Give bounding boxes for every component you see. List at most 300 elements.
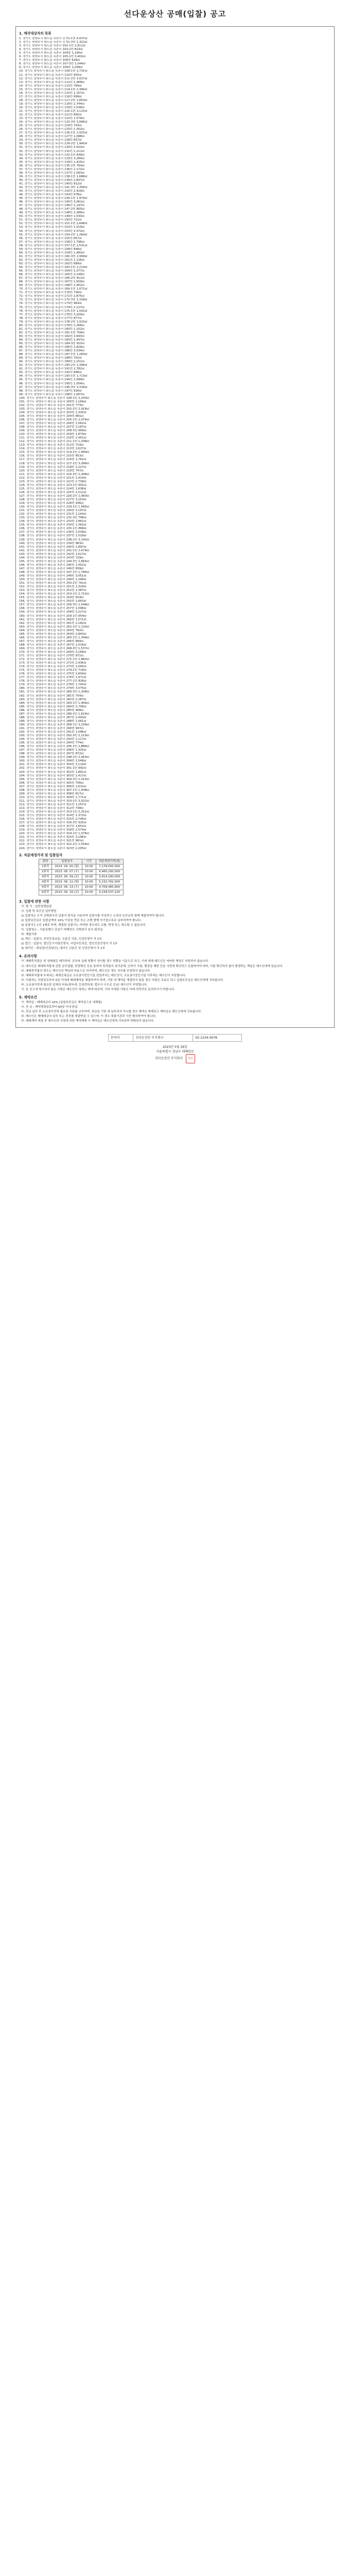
list-item: 24. 경기도 남양주시 화도읍 녹촌리 123-3번 2,066㎡ (19, 121, 88, 124)
list-item: 189. 경기도 남양주시 화도읍 녹촌리 288번 1,061㎡ (19, 719, 87, 723)
list-item: 177. 경기도 남양주시 화도읍 녹촌리 276번 1,471㎡ (19, 676, 87, 680)
list-item: 178. 경기도 남양주시 화도읍 녹촌리 277-1번 826㎡ (19, 680, 87, 683)
list-item: 162. 경기도 남양주시 화도읍 녹촌리 261번 2,182㎡ (19, 621, 87, 625)
list-item: 167. 경기도 남양주시 화도읍 녹촌리 266번 894㎡ (19, 639, 84, 643)
paragraph: 1) 입찰자는 우리 신탁회사의 입찰서 양식을 사용하여 입찰서를 작성하고 소정의 보증금과 함께 제출하여야 합니다. (21, 914, 165, 918)
list-item: 101. 경기도 남양주시 화도읍 녹촌리 200번 1,169㎡ (19, 400, 87, 403)
list-item: 184. 경기도 남양주시 화도읍 녹촌리 283-1번 1,406㎡ (19, 701, 90, 705)
list-item: 137. 경기도 남양주시 화도읍 녹촌리 236번 2,039㎡ (19, 531, 87, 534)
list-item: 17. 경기도 남양주시 화도읍 녹촌리 116번 699㎡ (19, 95, 82, 98)
section-3-heading: 3. 입찰에 관한 사항 (19, 899, 49, 904)
notice-body (15, 26, 335, 1028)
table-row (39, 869, 124, 874)
list-item: 154. 경기도 남양주시 화도읍 녹촌리 253-1번 2,715㎡ (19, 592, 90, 596)
paragraph: 다. 잔금 납부 후 소유권이전에 필요한 서류를 교부하며, 잔금을 기한 내 납부하지 아니할 경우 계약은 해제되고 계약금은 매도인에게 귀속됩니다. (21, 1010, 202, 1013)
table-cell: 2023. 06. 16.(금) (52, 890, 82, 895)
list-item: 116. 경기도 남양주시 화도읍 녹촌리 215번 853㎡ (19, 454, 84, 458)
table-cell: 2023. 06. 09.(금) (52, 874, 82, 879)
list-item: 139. 경기도 남양주시 화도읍 녹촌리 238-2번 3,142㎡ (19, 538, 90, 541)
list-item: 164. 경기도 남양주시 화도읍 녹촌리 263번 782㎡ (19, 629, 84, 632)
list-item: 27. 경기도 남양주시 화도읍 녹촌리 126-1번 2,915㎡ (19, 131, 88, 135)
table-cell: 2023. 06. 12.(월) (52, 879, 82, 885)
list-item: 133. 경기도 남양주시 화도읍 녹촌리 232-3번 796㎡ (19, 516, 87, 520)
list-item: 156. 경기도 남양주시 화도읍 녹촌리 255번 1,663㎡ (19, 600, 87, 603)
list-item: 224. 경기도 남양주시 화도읍 녹촌리 323번 2,205㎡ (19, 846, 87, 850)
list-item: 57. 경기도 남양주시 화도읍 녹촌리 156번 1,796㎡ (19, 240, 85, 244)
list-item: 144. 경기도 남양주시 화도읍 녹촌리 243번 729㎡ (19, 556, 84, 560)
list-item: 208. 경기도 남양주시 화도읍 녹촌리 307-1번 1,438㎡ (19, 788, 90, 792)
table-cell: 6회차 (39, 890, 52, 895)
list-item: 135. 경기도 남양주시 화도읍 녹촌리 234번 1,362㎡ (19, 523, 87, 527)
contact-name: 선다운상산 주식회사 (133, 1035, 193, 1042)
list-item: 48. 경기도 남양주시 화도읍 녹촌리 147-2번 805㎡ (19, 208, 85, 211)
paragraph: 1) 개인 : 입찰서, 주민등록초본, 신분증 사본, 인감증명서 각 1부 (21, 938, 102, 941)
list-item: 56. 경기도 남양주시 화도읍 녹촌리 155번 857㎡ (19, 236, 82, 240)
list-item: 115. 경기도 남양주시 화도읍 녹촌리 214-2번 1,489㎡ (19, 451, 90, 454)
list-item: 196. 경기도 남양주시 화도읍 녹촌리 295-1번 2,886㎡ (19, 745, 90, 749)
list-item: 62. 경기도 남양주시 화도읍 녹촌리 161번 1,126㎡ (19, 258, 85, 262)
list-item: 202. 경기도 남양주시 화도읍 녹촌리 301-1번 992㎡ (19, 767, 87, 770)
list-item: 19. 경기도 남양주시 화도읍 녹촌리 118번 2,744㎡ (19, 102, 85, 106)
notice-page (15, 0, 335, 1063)
list-item: 130. 경기도 남양주시 화도읍 녹촌리 229-1번 1,585㎡ (19, 505, 90, 509)
list-item: 105. 경기도 남양주시 화도읍 녹촌리 204번 881㎡ (19, 414, 84, 418)
paragraph: 나. 매수인은 매매목적물에 관한 공부열람, 현장확인 등을 통하여 목적물의 권리관계, 인허가 사항, 행정상 제한 등을 사전에 확인하고 응찰하여야 하며, 이를 확인하지 않아 발생하는 책임은 매수인에게 있습니다. (21, 964, 284, 968)
company-seal-icon: 직인 (186, 1054, 195, 1063)
list-item: 111. 경기도 남양주시 화도읍 녹촌리 210번 2,451㎡ (19, 436, 87, 440)
table-cell: 10:00 (82, 869, 96, 874)
list-item: 203. 경기도 남양주시 화도읍 녹촌리 302번 1,861㎡ (19, 770, 87, 774)
list-item: 13. 경기도 남양주시 화도읍 녹촌리 112번 1,468㎡ (19, 80, 85, 84)
paragraph: 라. 제출서류 (21, 933, 37, 937)
list-item: 3. 경기도 남양주시 화도읍 녹촌리 102-1번 2,611㎡ (19, 44, 86, 48)
list-item: 153. 경기도 남양주시 화도읍 녹촌리 252번 1,387㎡ (19, 589, 87, 592)
list-item: 83. 경기도 남양주시 화도읍 녹촌리 182번 2,693㎡ (19, 334, 85, 338)
list-item: 120. 경기도 남양주시 화도읍 녹촌리 219번 747㎡ (19, 469, 84, 472)
list-item: 22. 경기도 남양주시 화도읍 녹촌리 121번 892㎡ (19, 113, 82, 117)
list-item: 86. 경기도 남양주시 화도읍 녹촌리 185번 1,826㎡ (19, 346, 85, 349)
list-item: 217. 경기도 남양주시 화도읍 녹촌리 316-3번 925㎡ (19, 821, 87, 825)
table-cell: 1회차 (39, 864, 52, 869)
list-item: 44. 경기도 남양주시 화도읍 녹촌리 143번 678㎡ (19, 193, 82, 197)
list-item: 185. 경기도 남양주시 화도읍 녹촌리 284번 2,758㎡ (19, 705, 87, 708)
schedule-table (39, 859, 124, 895)
list-item: 113. 경기도 남양주시 화도읍 녹촌리 212번 714㎡ (19, 444, 84, 447)
column-header: 입찰일자 (52, 859, 82, 864)
list-item: 6. 경기도 남양주시 화도읍 녹촌리 105-1번 3,402㎡ (19, 55, 86, 59)
table-cell: 5,814,180,000 (96, 874, 123, 879)
list-item: 30. 경기도 남양주시 화도읍 녹촌리 129-2번 1,940㎡ (19, 142, 88, 146)
list-item: 142. 경기도 남양주시 화도읍 녹촌리 241-1번 2,474㎡ (19, 549, 90, 552)
list-item: 119. 경기도 남양주시 화도읍 녹촌리 218번 1,227㎡ (19, 465, 87, 469)
list-item: 77. 경기도 남양주시 화도읍 녹촌리 176번 3,209㎡ (19, 313, 85, 316)
notice-footer (15, 1034, 335, 1063)
list-item: 108. 경기도 남양주시 화도읍 녹촌리 207번 3,187㎡ (19, 426, 87, 429)
list-item: 195. 경기도 남양주시 화도읍 녹촌리 294번 774㎡ (19, 741, 84, 745)
list-item: 214. 경기도 남양주시 화도읍 녹촌리 313-1번 2,351㎡ (19, 810, 90, 814)
table-cell: 2회차 (39, 869, 52, 874)
table-cell: 3회차 (39, 874, 52, 879)
list-item: 58. 경기도 남양주시 화도읍 녹촌리 157-1번 2,531㎡ (19, 244, 88, 247)
list-item: 121. 경기도 남양주시 화도읍 녹촌리 220-3번 2,308㎡ (19, 472, 90, 476)
list-item: 82. 경기도 남양주시 화도읍 녹촌리 181-1번 758㎡ (19, 331, 85, 334)
list-item: 123. 경기도 남양주시 화도읍 녹촌리 222번 2,739㎡ (19, 480, 87, 483)
list-item: 52. 경기도 남양주시 화도읍 녹촌리 151-1번 2,648㎡ (19, 222, 88, 226)
list-item: 99. 경기도 남양주시 화도읍 녹촌리 198번 1,607㎡ (19, 393, 85, 396)
list-item: 220. 경기도 남양주시 화도읍 녹촌리 319-1번 1,076㎡ (19, 832, 90, 836)
list-item: 31. 경기도 남양주시 화도읍 녹촌리 130번 2,503㎡ (19, 146, 85, 149)
table-row (39, 885, 124, 890)
list-item: 2. 경기도 남양주시 화도읍 녹촌리 산 51-3번 1,322㎡ (19, 41, 88, 44)
paragraph: 라. 매수인은 매매대금의 일부 또는 전부를 대출받을 수 있으며, 이 경우 대출기관과 사전 협의하여야 합니다. (21, 1015, 156, 1018)
table-cell: 4회차 (39, 879, 52, 885)
table-cell: 7,178,000,000 (96, 864, 123, 869)
list-item: 124. 경기도 남양주시 화도읍 녹촌리 223-1번 902㎡ (19, 483, 87, 487)
list-item: 212. 경기도 남양주시 화도읍 녹촌리 311번 1,257㎡ (19, 803, 87, 806)
list-item: 25. 경기도 남양주시 화도읍 녹촌리 124번 743㎡ (19, 124, 82, 128)
list-item: 16. 경기도 남양주시 화도읍 녹촌리 115번 1,157㎡ (19, 91, 85, 95)
list-item: 98. 경기도 남양주시 화도읍 녹촌리 197번 926㎡ (19, 389, 82, 393)
list-item: 100. 경기도 남양주시 화도읍 녹촌리 199-1번 2,243㎡ (19, 396, 90, 400)
table-cell: 2023. 06. 05.(월) (52, 864, 82, 869)
column-header: 회차 (39, 859, 52, 864)
list-item: 51. 경기도 남양주시 화도읍 녹촌리 150번 721㎡ (19, 218, 82, 222)
list-item: 166. 경기도 남양주시 화도읍 녹촌리 265-1번 1,349㎡ (19, 636, 90, 639)
list-item: 223. 경기도 남양주시 화도읍 녹촌리 322-2번 1,554㎡ (19, 843, 90, 846)
list-item: 134. 경기도 남양주시 화도읍 녹촌리 233번 2,861㎡ (19, 520, 87, 523)
notice-date: 2023년 5월 26일 (163, 1045, 187, 1049)
list-item: 38. 경기도 남양주시 화도읍 녹촌리 137번 1,093㎡ (19, 171, 85, 175)
page-title: 선다운상산 공매(입찰) 공고 (124, 9, 226, 19)
paragraph: 가. 매매목적물은 현 상태대로 매각하며, 공부와 실제 현황이 상이할 경우 현황을 기준으로 하고, 이에 대해 매도인은 어떠한 책임도 부담하지 않습니다. (21, 960, 209, 963)
list-item: 174. 경기도 남양주시 화도읍 녹촌리 273번 1,045㎡ (19, 665, 87, 669)
list-item: 43. 경기도 남양주시 화도읍 녹촌리 142번 2,429㎡ (19, 190, 85, 193)
list-item: 118. 경기도 남양주시 화도읍 녹촌리 217-1번 3,096㎡ (19, 462, 90, 465)
list-item: 85. 경기도 남양주시 화도읍 녹촌리 184-3번 915㎡ (19, 342, 85, 345)
list-item: 68. 경기도 남양주시 화도읍 녹촌리 167번 1,659㎡ (19, 280, 85, 284)
list-item: 175. 경기도 남양주시 화도읍 녹촌리 274-2번 718㎡ (19, 669, 87, 672)
list-item: 61. 경기도 남양주시 화도읍 녹촌리 160-3번 2,958㎡ (19, 255, 88, 258)
bid-info-paragraphs (19, 905, 330, 951)
list-item: 70. 경기도 남양주시 화도읍 녹촌리 169-1번 1,071㎡ (19, 287, 88, 291)
list-item: 168. 경기도 남양주시 화도읍 녹촌리 267번 2,016㎡ (19, 643, 87, 647)
list-item: 47. 경기도 남양주시 화도읍 녹촌리 146번 1,147㎡ (19, 204, 85, 208)
list-item: 197. 경기도 남양주시 화도읍 녹촌리 296번 1,325㎡ (19, 749, 87, 752)
list-item: 18. 경기도 남양주시 화도읍 녹촌리 117-2번 1,853㎡ (19, 98, 88, 102)
list-item: 159. 경기도 남양주시 화도읍 녹촌리 258번 3,227㎡ (19, 611, 87, 614)
list-item: 199. 경기도 남양주시 화도읍 녹촌리 298-2번 2,063㎡ (19, 756, 90, 759)
table-cell: 2023. 06. 14.(수) (52, 885, 82, 890)
list-item: 36. 경기도 남양주시 화도읍 녹촌리 135-2번 764㎡ (19, 164, 85, 167)
list-item: 155. 경기도 남양주시 화도읍 녹촌리 254번 919㎡ (19, 596, 84, 600)
list-item: 209. 경기도 남양주시 화도읍 녹촌리 308번 817㎡ (19, 792, 84, 795)
list-item: 23. 경기도 남양주시 화도읍 녹촌리 122번 1,579㎡ (19, 117, 85, 121)
list-item: 165. 경기도 남양주시 화도읍 녹촌리 264번 2,843㎡ (19, 632, 87, 636)
list-item: 75. 경기도 남양주시 화도읍 녹촌리 174번 2,127㎡ (19, 306, 85, 309)
list-item: 46. 경기도 남양주시 화도읍 녹촌리 145번 3,061㎡ (19, 200, 85, 204)
contact-phone: 02-1234-5678 (193, 1035, 242, 1042)
list-item: 117. 경기도 남양주시 화도읍 녹촌리 216번 1,762㎡ (19, 458, 87, 462)
column-header: 시간 (82, 859, 96, 864)
list-item: 15. 경기도 남양주시 화도읍 녹촌리 114-1번 2,390㎡ (19, 88, 88, 91)
list-item: 9. 경기도 남양주시 화도읍 녹촌리 108번 2,208㎡ (19, 66, 83, 70)
paragraph: 2) 법인 : 입찰서, 법인등기사항증명서, 사업자등록증, 법인인감증명서 각 1부 (21, 942, 118, 946)
list-item: 193. 경기도 남양주시 화도읍 녹촌리 292-3번 2,219㎡ (19, 734, 90, 738)
list-item: 170. 경기도 남양주시 화도읍 녹촌리 269번 3,168㎡ (19, 650, 87, 654)
list-item: 169. 경기도 남양주시 화도읍 녹촌리 268-3번 1,537㎡ (19, 647, 90, 650)
table-row (39, 874, 124, 879)
list-item: 104. 경기도 남양주시 화도읍 녹촌리 203번 1,335㎡ (19, 411, 87, 414)
list-item: 87. 경기도 남양주시 화도읍 녹촌리 186번 3,034㎡ (19, 349, 85, 353)
list-item: 206. 경기도 남양주시 화도읍 녹촌리 305번 706㎡ (19, 781, 84, 785)
list-item: 20. 경기도 남양주시 화도읍 녹촌리 119번 1,036㎡ (19, 106, 85, 109)
list-item: 32. 경기도 남양주시 화도읍 녹촌리 131번 1,211㎡ (19, 149, 85, 153)
list-item: 145. 경기도 남양주시 화도읍 녹촌리 244-3번 2,665㎡ (19, 560, 90, 563)
list-item: 55. 경기도 남양주시 화도읍 녹촌리 154-2번 1,264㎡ (19, 233, 88, 236)
list-item: 200. 경기도 남양주시 화도읍 녹촌리 299번 1,548㎡ (19, 759, 87, 763)
section-5-heading: 5. 계약조건 (19, 995, 37, 999)
list-item: 94. 경기도 남양주시 화도읍 녹촌리 193-1번 1,713㎡ (19, 375, 88, 378)
list-item: 161. 경기도 남양주시 화도읍 녹촌리 260번 1,571㎡ (19, 618, 87, 621)
list-item: 219. 경기도 남양주시 화도읍 녹촌리 318번 2,574㎡ (19, 828, 87, 832)
table-cell: 4,238,537,220 (96, 890, 123, 895)
list-item: 34. 경기도 남양주시 화도읍 녹촌리 133번 3,284㎡ (19, 157, 85, 160)
section-1-heading: 1. 매각대상자의 목록 (19, 31, 51, 36)
list-item: 173. 경기도 남양주시 화도읍 녹촌리 272번 2,436㎡ (19, 662, 87, 665)
list-item: 152. 경기도 남양주시 화도읍 녹촌리 251번 2,329㎡ (19, 585, 87, 589)
list-item: 103. 경기도 남양주시 화도읍 녹촌리 202-2번 2,916㎡ (19, 407, 90, 411)
table-cell: 2023. 06. 07.(수) (52, 869, 82, 874)
list-item: 140. 경기도 남양주시 화도읍 녹촌리 239번 983㎡ (19, 541, 84, 545)
list-item: 128. 경기도 남양주시 화도읍 녹촌리 227번 3,253㎡ (19, 498, 87, 501)
list-item: 198. 경기도 남양주시 화도읍 녹촌리 297번 872㎡ (19, 752, 84, 756)
list-item: 21. 경기도 남양주시 화도읍 녹촌리 120-1번 3,115㎡ (19, 109, 88, 113)
list-item: 71. 경기도 남양주시 화도읍 녹촌리 170번 736㎡ (19, 291, 82, 295)
list-item: 37. 경기도 남양주시 화도읍 녹촌리 136번 2,172㎡ (19, 167, 85, 171)
list-item: 151. 경기도 남양주시 화도읍 녹촌리 250-2번 761㎡ (19, 582, 87, 585)
list-item: 179. 경기도 남양주시 화도읍 녹촌리 278번 1,743㎡ (19, 683, 87, 687)
list-item: 136. 경기도 남양주시 화도읍 녹촌리 235-1번 868㎡ (19, 527, 87, 531)
list-item: 49. 경기도 남양주시 화도읍 녹촌리 148번 2,286㎡ (19, 211, 85, 215)
list-item: 72. 경기도 남양주시 화도읍 녹촌리 171번 2,875㎡ (19, 295, 85, 298)
list-item: 102. 경기도 남양주시 화도읍 녹촌리 201번 773㎡ (19, 403, 84, 407)
paragraph: 바. 소유권이전에 필요한 일체의 비용(취득세, 등록면허세, 법무사 수수료 등)은 매수인이 부담합니다. (21, 983, 148, 987)
list-item: 90. 경기도 남양주시 화도읍 녹촌리 189번 2,151㎡ (19, 360, 85, 364)
list-item: 28. 경기도 남양주시 화도읍 녹촌리 127번 1,088㎡ (19, 135, 85, 139)
paragraph: 사. 본 공고에 명시되지 않은 사항은 매도인이 정하는 바에 따르며, 기타 자세한 사항은 아래 연락처로 문의하시기 바랍니다. (21, 988, 175, 991)
list-item: 97. 경기도 남양주시 화도읍 녹촌리 196-3번 3,318㎡ (19, 385, 88, 389)
list-item: 109. 경기도 남양주시 화도읍 녹촌리 208-3번 969㎡ (19, 429, 87, 433)
list-item: 216. 경기도 남양주시 화도읍 녹촌리 315번 2,706㎡ (19, 818, 87, 821)
list-item: 41. 경기도 남양주시 화도읍 녹촌리 140번 912㎡ (19, 182, 82, 185)
paragraph: 다. 입찰장소 : 서울특별시 강남구 테헤란로 신탁회사 본사 회의실 (21, 928, 103, 932)
list-item: 59. 경기도 남양주시 화도읍 녹촌리 158번 948㎡ (19, 247, 82, 251)
list-item: 138. 경기도 남양주시 화도읍 녹촌리 237번 1,519㎡ (19, 534, 87, 538)
list-item: 183. 경기도 남양주시 화도읍 녹촌리 282번 2,287㎡ (19, 698, 87, 701)
list-item: 150. 경기도 남양주시 화도읍 녹촌리 249번 1,246㎡ (19, 578, 87, 582)
list-item: 129. 경기도 남양주시 화도읍 녹촌리 228번 936㎡ (19, 502, 84, 505)
list-item: 163. 경기도 남양주시 화도읍 녹촌리 262-2번 1,133㎡ (19, 625, 90, 629)
list-item: 96. 경기도 남양주시 화도읍 녹촌리 195번 1,054㎡ (19, 382, 85, 385)
list-item: 88. 경기도 남양주시 화도읍 녹촌리 187-1번 1,283㎡ (19, 353, 88, 357)
list-item: 63. 경기도 남양주시 화도읍 녹촌리 162번 689㎡ (19, 262, 82, 265)
list-item: 74. 경기도 남양주시 화도읍 녹촌리 173번 964㎡ (19, 302, 82, 306)
table-cell: 10:00 (82, 879, 96, 885)
list-item: 11. 경기도 남양주시 화도읍 녹촌리 110번 955㎡ (19, 73, 82, 77)
list-item: 210. 경기도 남양주시 화도읍 녹촌리 309번 1,771㎡ (19, 795, 87, 799)
table-cell: 10:00 (82, 874, 96, 879)
paragraph: 라. 매매목적물에 부과되는 제세공과금은 소유권이전등기일 전일까지는 매도인이, 소유권이전등기일 이후에는 매수인이 부담합니다. (21, 974, 186, 977)
list-item: 132. 경기도 남양주시 화도읍 녹촌리 231번 1,144㎡ (19, 513, 87, 516)
list-item: 64. 경기도 남양주시 화도읍 녹촌리 163-1번 2,214㎡ (19, 266, 88, 269)
list-item: 186. 경기도 남양주시 화도읍 녹촌리 285번 908㎡ (19, 708, 84, 712)
list-item: 26. 경기도 남양주시 화도읍 녹촌리 125번 1,302㎡ (19, 128, 85, 131)
list-item: 122. 경기도 남양주시 화도읍 녹촌리 221번 1,414㎡ (19, 476, 87, 480)
paragraph: 3) 대리인 : 위임장(인감날인), 대리인 신분증 및 인감증명서 각 1부 (21, 947, 106, 951)
list-item: 180. 경기도 남양주시 화도읍 녹촌리 279번 3,075㎡ (19, 687, 87, 690)
list-item: 141. 경기도 남양주시 화도읍 녹촌리 240번 1,897㎡ (19, 545, 87, 549)
list-item: 182. 경기도 남양주시 화도읍 녹촌리 281번 754㎡ (19, 694, 84, 698)
list-item: 5. 경기도 남양주시 화도읍 녹촌리 104번 1,190㎡ (19, 52, 83, 55)
list-item: 221. 경기도 남양주시 화도읍 녹촌리 320번 3,196㎡ (19, 836, 87, 839)
list-item: 33. 경기도 남양주시 화도읍 녹촌리 132-1번 836㎡ (19, 153, 85, 157)
list-item: 92. 경기도 남양주시 화도읍 녹촌리 191번 2,782㎡ (19, 367, 85, 371)
table-row (39, 864, 124, 869)
column-header: 처분예정가격(원) (96, 859, 123, 864)
list-item: 69. 경기도 남양주시 화도읍 녹촌리 168번 2,402㎡ (19, 284, 85, 287)
list-item: 89. 경기도 남양주시 화도읍 녹촌리 188번 702㎡ (19, 357, 82, 360)
list-item: 176. 경기도 남양주시 화도읍 녹촌리 275번 2,604㎡ (19, 672, 87, 676)
list-item: 107. 경기도 남양주시 화도읍 녹촌리 206번 1,562㎡ (19, 422, 87, 426)
table-row (39, 879, 124, 885)
list-item: 222. 경기도 남양주시 화도읍 녹촌리 321번 961㎡ (19, 839, 84, 843)
paragraph: 3) 입찰서는 1인 1매로 하며, 제출한 입찰서는 어떠한 경우라도 교환, 변경 또는 취소할 수 없습니다. (21, 924, 147, 927)
table-cell: 5회차 (39, 885, 52, 890)
table-cell: 4,709,485,800 (96, 885, 123, 890)
paragraph: 2) 입찰보증금은 입찰금액의 10% 이상을 현금 또는 은행 발행 자기앞수표로 납부하여야 합니다. (21, 919, 142, 923)
table-cell: 10:00 (82, 885, 96, 890)
contact-table (108, 1034, 242, 1042)
list-item: 4. 경기도 남양주시 화도읍 녹촌리 103-2번 823㎡ (19, 48, 83, 52)
list-item: 67. 경기도 남양주시 화도읍 녹촌리 166-2번 812㎡ (19, 277, 85, 280)
list-item: 204. 경기도 남양주시 화도읍 녹촌리 303번 2,417㎡ (19, 774, 87, 777)
list-item: 60. 경기도 남양주시 화도읍 녹촌리 159번 1,483㎡ (19, 251, 85, 255)
list-item: 160. 경기도 남양주시 화도읍 녹촌리 259-1번 954㎡ (19, 614, 87, 618)
list-item: 65. 경기도 남양주시 화도읍 녹촌리 164번 1,377㎡ (19, 269, 85, 273)
list-item: 147. 경기도 남양주시 화도읍 녹촌리 246번 839㎡ (19, 567, 84, 570)
list-item: 53. 경기도 남양주시 화도읍 녹촌리 152번 1,019㎡ (19, 226, 85, 229)
list-item: 215. 경기도 남양주시 화도읍 녹촌리 314번 1,372㎡ (19, 814, 87, 818)
list-item: 66. 경기도 남양주시 화도읍 녹촌리 165번 3,146㎡ (19, 273, 85, 277)
list-item: 211. 경기도 남양주시 화도읍 녹촌리 310-2번 3,022㎡ (19, 799, 90, 803)
contract-paragraphs (19, 1001, 330, 1023)
list-item: 114. 경기도 남양주시 화도읍 녹촌리 213번 2,627㎡ (19, 447, 87, 451)
paragraph: 나. 잔 금 : 계약체결일로부터 60일 이내 완납 (21, 1005, 78, 1009)
paragraph: 가. 계약금 : 매매대금의 10% (입찰보증금은 계약금으로 대체됨) (21, 1001, 102, 1004)
caution-paragraphs (19, 960, 330, 991)
list-item: 79. 경기도 남양주시 화도읍 녹촌리 178-2번 1,915㎡ (19, 320, 88, 324)
list-item: 93. 경기도 남양주시 화도읍 녹촌리 192번 846㎡ (19, 371, 82, 375)
list-item: 50. 경기도 남양주시 화도읍 녹촌리 149번 1,530㎡ (19, 215, 85, 218)
list-item: 188. 경기도 남양주시 화도읍 녹촌리 287번 2,493㎡ (19, 716, 87, 719)
list-item: 40. 경기도 남양주시 화도읍 녹촌리 139번 2,837㎡ (19, 178, 85, 182)
contact-label: 문의처 (109, 1035, 133, 1042)
list-item: 10. 경기도 남양주시 화도읍 녹촌리 109-1번 1,731㎡ (19, 70, 88, 73)
list-item: 131. 경기도 남양주시 화도읍 녹촌리 230번 2,197㎡ (19, 509, 87, 513)
list-item: 194. 경기도 남양주시 화도읍 녹촌리 293번 1,117㎡ (19, 738, 87, 741)
list-item: 14. 경기도 남양주시 화도읍 녹촌리 113번 784㎡ (19, 84, 82, 88)
schedule-table-header (39, 859, 124, 864)
paragraph: 마. 매매계약 체결 후 매수인의 사정에 의한 계약해제 시 계약금은 매도인에게 귀속되며 반환되지 않습니다. (21, 1020, 155, 1023)
list-item: 148. 경기도 남양주시 화도읍 녹촌리 247-1번 1,784㎡ (19, 570, 90, 574)
list-item: 78. 경기도 남양주시 화도읍 녹촌리 177번 877㎡ (19, 316, 82, 320)
list-item: 127. 경기도 남양주시 화도읍 녹촌리 226-2번 1,083㎡ (19, 494, 90, 498)
list-item: 171. 경기도 남양주시 화도읍 녹촌리 270번 971㎡ (19, 654, 84, 658)
paragraph: 마. 낙찰자는 낙찰일로부터 5일 이내에 매매계약을 체결하여야 하며, 기한 내 계약을 체결하지 않을 경우 낙찰은 무효로 하고 입찰보증금은 매도인에게 귀속됩니다. (21, 978, 224, 982)
parcel-list (19, 37, 330, 851)
list-item: 201. 경기도 남양주시 화도읍 녹촌리 300번 3,114㎡ (19, 763, 87, 767)
list-item: 8. 경기도 남양주시 화도읍 녹촌리 107-3번 1,044㎡ (19, 62, 86, 66)
table-cell: 6,460,200,000 (96, 869, 123, 874)
list-item: 192. 경기도 남양주시 화도읍 녹촌리 291번 1,596㎡ (19, 731, 87, 734)
list-item: 12. 경기도 남양주시 화도읍 녹촌리 111-2번 3,027㎡ (19, 77, 88, 80)
paragraph: 나. 입찰 및 보증금 납부방법 (21, 910, 57, 913)
list-item: 190. 경기도 남양주시 화도읍 녹촌리 289-1번 3,239㎡ (19, 723, 90, 726)
list-item: 218. 경기도 남양주시 화도읍 녹촌리 317번 1,652㎡ (19, 825, 87, 828)
list-item: 205. 경기도 남양주시 화도읍 녹촌리 304-3번 1,014㎡ (19, 777, 90, 781)
list-item: 181. 경기도 남양주시 화도읍 녹촌리 280-3번 1,208㎡ (19, 690, 90, 694)
company-name: 선다운상산 주식회사 (155, 1057, 183, 1061)
list-item: 157. 경기도 남양주시 화도읍 녹촌리 256-3번 2,548㎡ (19, 603, 90, 607)
list-item: 91. 경기도 남양주시 화도읍 녹촌리 190-2번 1,396㎡ (19, 364, 88, 367)
list-item: 35. 경기도 남양주시 화도읍 녹촌리 134번 1,425㎡ (19, 160, 85, 164)
list-item: 158. 경기도 남양주시 화도읍 녹촌리 257번 1,098㎡ (19, 607, 87, 611)
section-4-heading: 4. 유의사항 (19, 954, 37, 959)
list-item: 125. 경기도 남양주시 화도읍 녹촌리 224번 1,638㎡ (19, 487, 87, 490)
paragraph: 가. 방 식 : 일반경쟁입찰 (21, 905, 52, 908)
list-item: 29. 경기도 남양주시 화도읍 녹촌리 128번 657㎡ (19, 139, 82, 142)
list-item: 73. 경기도 남양주시 화도읍 녹촌리 172-3번 1,318㎡ (19, 298, 88, 302)
table-cell: 5,232,762,000 (96, 879, 123, 885)
list-item: 207. 경기도 남양주시 화도읍 녹촌리 306번 2,632㎡ (19, 785, 87, 788)
table-cell: 10:00 (82, 890, 96, 895)
section-2-heading: 2. 처분예정가격 및 입찰일자 (19, 853, 63, 857)
paragraph: 다. 매매목적물의 명도는 매수인의 책임과 비용으로 처리하며, 매도인은 명도 의무를 부담하지 않습니다. (21, 969, 151, 973)
list-item: 191. 경기도 남양주시 화도읍 녹촌리 290번 947㎡ (19, 726, 84, 730)
list-item: 76. 경기도 남양주시 화도읍 녹촌리 175-1번 1,542㎡ (19, 309, 88, 313)
list-item: 54. 경기도 남양주시 화도읍 녹촌리 153번 3,372㎡ (19, 229, 85, 233)
list-item: 146. 경기도 남양주시 화도읍 녹촌리 245번 1,452㎡ (19, 563, 87, 567)
list-item: 213. 경기도 남양주시 화도읍 녹촌리 312번 738㎡ (19, 806, 84, 810)
list-item: 112. 경기도 남양주시 화도읍 녹촌리 211-1번 1,038㎡ (19, 440, 90, 444)
list-item: 149. 경기도 남양주시 화도읍 녹촌리 248번 3,051㎡ (19, 574, 87, 578)
list-item: 7. 경기도 남양주시 화도읍 녹촌리 106번 628㎡ (19, 59, 80, 62)
list-item: 39. 경기도 남양주시 화도읍 녹촌리 138-1번 1,688㎡ (19, 175, 88, 178)
list-item: 172. 경기도 남양주시 화도읍 녹촌리 271-1번 1,882㎡ (19, 658, 90, 662)
list-item: 45. 경기도 남양주시 화도읍 녹촌리 144-1번 1,974㎡ (19, 197, 88, 200)
list-item: 110. 경기도 남양주시 화도읍 녹촌리 209번 1,874㎡ (19, 433, 87, 436)
list-item: 80. 경기도 남양주시 화도읍 녹촌리 179번 2,366㎡ (19, 324, 85, 327)
list-item: 126. 경기도 남양주시 화도읍 녹촌리 225번 2,512㎡ (19, 490, 87, 494)
list-item: 143. 경기도 남양주시 화도읍 녹촌리 242번 1,027㎡ (19, 552, 87, 556)
list-item: 187. 경기도 남양주시 화도읍 녹촌리 286-2번 1,624㎡ (19, 712, 90, 716)
table-cell: 10:00 (82, 864, 96, 869)
list-item: 42. 경기도 남양주시 화도읍 녹촌리 141-3번 1,356㎡ (19, 185, 88, 189)
company-address: 서울특별시 강남구 테헤란로 (156, 1050, 194, 1054)
table-row (39, 890, 124, 895)
list-item: 84. 경기도 남양주시 화도읍 녹촌리 183번 1,447㎡ (19, 338, 85, 342)
list-item: 95. 경기도 남양주시 화도읍 녹촌리 194번 2,589㎡ (19, 378, 85, 382)
